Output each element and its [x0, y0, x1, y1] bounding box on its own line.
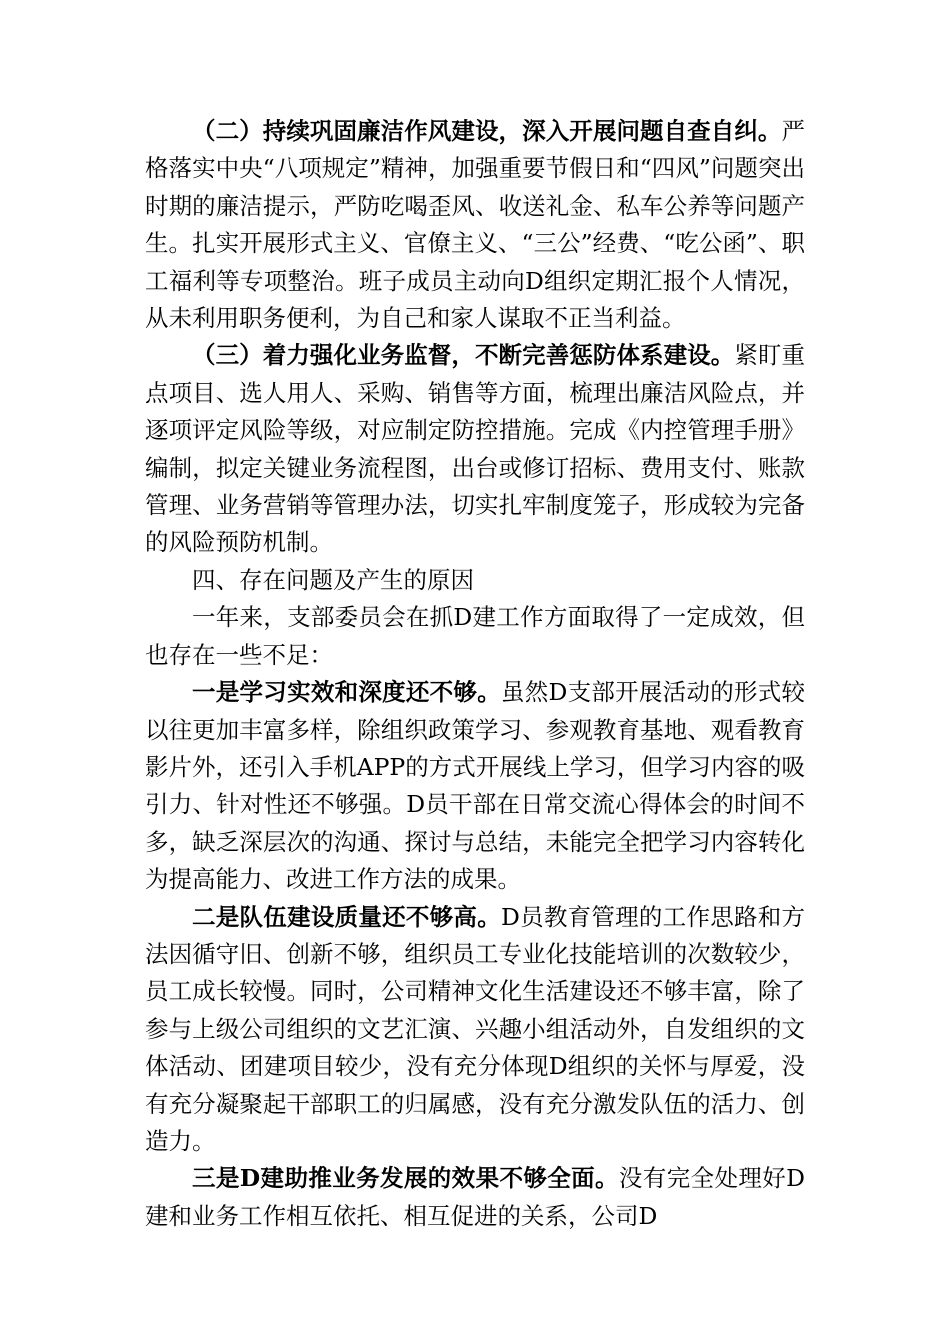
paragraph-issue-1	[145, 674, 805, 898]
paragraph-body: D员教育管理的工作思路和方法因循守旧、创新不够，组织员工专业化技能培训的次数较少，员工成长较慢。同时，公司精神文化生活建设还不够丰富，除了参与上级公司组织的文艺汇演、兴趣小组活动外，自发组织的文体活动、团建项目较少，没有充分体现D组织的关怀与厚爱，没有充分凝聚起干部职工的归属感，没有充分激发队伍的活力、创造力。	[145, 902, 806, 1155]
issue-lead-2: 二是队伍建设质量还不够高。	[192, 902, 501, 931]
paragraph-body: 虽然D支部开展活动的形式较以往更加丰富多样，除组织政策学习、参观教育基地、观看教育影片外，还引入手机APP的方式开展线上学习，但学习内容的吸引力、针对性还不够强。D员干部在日常交流心得体会的时间不多，缺乏深层次的沟通、探讨与总结，未能完全把学习内容转化为提高能力、改进工作方法的成果。	[145, 678, 806, 894]
paragraph-business-supervision	[145, 337, 805, 561]
section-heading-2: （二）持续巩固廉洁作风建设，深入开展问题自查自纠。	[192, 117, 782, 145]
paragraph-intro: 一年来，支部委员会在抓D建工作方面取得了一定成效，但也存在一些不足：	[145, 603, 805, 669]
paragraph-body: 严格落实中央“八项规定”精神，加强重要节假日和“四风”问题突出时期的廉洁提示，严防吃喝歪风、收送礼金、私车公养等问题产生。扎实开展形式主义、官僚主义、“三公”经费、“吃公函”、职工福利等专项整治。班子成员主动向D组织定期汇报个人情况，从未利用职务便利，为自己和家人谋取不正当利益。	[145, 117, 805, 333]
document-page	[145, 113, 805, 1235]
paragraph-issue-3	[145, 1160, 805, 1235]
chapter-heading-4: 四、存在问题及产生的原因	[192, 565, 474, 594]
paragraph-body: 紧盯重点项目、选人用人、采购、销售等方面，梳理出廉洁风险点，并逐项评定风险等级，对应制定防控措施。完成《内控管理手册》编制，拟定关键业务流程图，出台或修订招标、费用支付、账款管理、业务营销等管理办法，切实扎牢制度笼子，形成较为完备的风险预防机制。	[145, 341, 806, 557]
paragraph-issue-2	[145, 899, 805, 1161]
paragraph-integrity-style	[145, 113, 805, 337]
section-heading-3: （三）着力强化业务监督，不断完善惩防体系建设。	[192, 341, 735, 370]
issue-lead-1: 一是学习实效和深度还不够。	[192, 678, 501, 707]
paragraph-body: 没有完全处理好D建和业务工作相互依托、相互促进的关系，公司D	[145, 1164, 805, 1230]
issue-lead-3: 三是D建助推业务发展的效果不够全面。	[192, 1164, 619, 1193]
